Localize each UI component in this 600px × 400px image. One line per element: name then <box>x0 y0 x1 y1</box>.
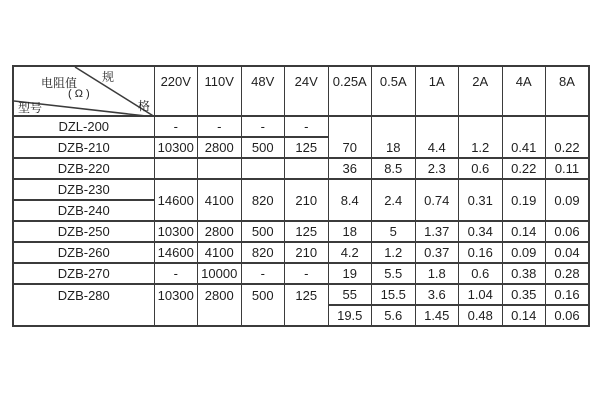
value-cell: 0.22 <box>546 116 590 158</box>
value-cell: - <box>285 263 329 284</box>
model-cell: DZB-250 <box>13 221 154 242</box>
value-cell: 8.5 <box>372 158 416 179</box>
value-cell: 210 <box>285 179 329 221</box>
value-cell: 5.5 <box>372 263 416 284</box>
value-cell: 0.14 <box>502 305 546 326</box>
value-cell: 10000 <box>198 263 242 284</box>
value-cell: 1.45 <box>415 305 459 326</box>
value-cell: - <box>285 116 329 137</box>
value-cell: 820 <box>241 242 285 263</box>
model-cell: DZB-210 <box>13 137 154 158</box>
column-header-0-25a: 0.25A <box>328 66 372 116</box>
column-header-4a: 4A <box>502 66 546 116</box>
value-cell <box>241 158 285 179</box>
column-header-48v: 48V <box>241 66 285 116</box>
value-cell: 14600 <box>154 179 198 221</box>
value-cell: 0.6 <box>459 263 503 284</box>
value-cell: 125 <box>285 221 329 242</box>
value-cell: - <box>154 263 198 284</box>
value-cell: 0.6 <box>459 158 503 179</box>
value-cell: 125 <box>285 284 329 326</box>
value-cell <box>285 158 329 179</box>
column-header-1a: 1A <box>415 66 459 116</box>
corner-model-label: 型号 <box>18 101 43 115</box>
value-cell: 18 <box>372 116 416 158</box>
value-cell <box>154 158 198 179</box>
value-cell: 4100 <box>198 179 242 221</box>
value-cell: 3.6 <box>415 284 459 305</box>
value-cell: - <box>241 263 285 284</box>
value-cell: 0.31 <box>459 179 503 221</box>
value-cell: 0.14 <box>502 221 546 242</box>
model-cell: DZB-240 <box>13 200 154 221</box>
value-cell: 2800 <box>198 137 242 158</box>
value-cell: 19 <box>328 263 372 284</box>
column-header-110v: 110V <box>198 66 242 116</box>
column-header-2a: 2A <box>459 66 503 116</box>
value-cell: 8.4 <box>328 179 372 221</box>
value-cell: 0.04 <box>546 242 590 263</box>
value-cell: 2800 <box>198 284 242 326</box>
model-cell: DZB-270 <box>13 263 154 284</box>
table-row-dzb-260 <box>13 242 589 263</box>
value-cell: 0.35 <box>502 284 546 305</box>
column-header-0-5a: 0.5A <box>372 66 416 116</box>
value-cell: 210 <box>285 242 329 263</box>
value-cell: - <box>241 116 285 137</box>
value-cell: 10300 <box>154 284 198 326</box>
value-cell: 36 <box>328 158 372 179</box>
table-row-dzb-250 <box>13 221 589 242</box>
value-cell: 500 <box>241 221 285 242</box>
value-cell <box>198 158 242 179</box>
value-cell: 0.28 <box>546 263 590 284</box>
value-cell: 2.3 <box>415 158 459 179</box>
value-cell: - <box>154 116 198 137</box>
table-row-dzb-230 <box>13 179 589 200</box>
value-cell: 15.5 <box>372 284 416 305</box>
value-cell: 10300 <box>154 221 198 242</box>
column-header-8a: 8A <box>546 66 590 116</box>
value-cell: 1.2 <box>372 242 416 263</box>
value-cell: 0.41 <box>502 116 546 158</box>
value-cell: 1.04 <box>459 284 503 305</box>
value-cell: 1.37 <box>415 221 459 242</box>
value-cell: 820 <box>241 179 285 221</box>
corner-spec-label-top: 规 <box>102 70 115 84</box>
table-row-dzb-280 <box>13 284 589 305</box>
value-cell: 0.48 <box>459 305 503 326</box>
value-cell: 10300 <box>154 137 198 158</box>
model-cell: DZB-260 <box>13 242 154 263</box>
model-cell: DZL-200 <box>13 116 154 137</box>
corner-spec-label-bottom: 格 <box>138 99 151 113</box>
model-cell: DZB-280 <box>13 284 154 326</box>
value-cell: 0.11 <box>546 158 590 179</box>
corner-resistance-unit: ( Ω ) <box>68 88 90 100</box>
value-cell: 0.16 <box>459 242 503 263</box>
value-cell: 0.37 <box>415 242 459 263</box>
value-cell: 125 <box>285 137 329 158</box>
column-header-220v: 220V <box>154 66 198 116</box>
table-row-dzb-270 <box>13 263 589 284</box>
value-cell: 70 <box>328 116 372 158</box>
value-cell: 0.38 <box>502 263 546 284</box>
value-cell: 0.09 <box>502 242 546 263</box>
value-cell: 1.8 <box>415 263 459 284</box>
value-cell: 2800 <box>198 221 242 242</box>
model-cell: DZB-230 <box>13 179 154 200</box>
value-cell: 500 <box>241 284 285 326</box>
spec-table <box>12 65 590 327</box>
value-cell: 0.06 <box>546 221 590 242</box>
table-row-dzl-200 <box>13 116 589 137</box>
value-cell: 0.09 <box>546 179 590 221</box>
header-row <box>13 66 589 116</box>
value-cell: 0.74 <box>415 179 459 221</box>
value-cell: 19.5 <box>328 305 372 326</box>
value-cell: 14600 <box>154 242 198 263</box>
value-cell: 0.22 <box>502 158 546 179</box>
model-cell: DZB-220 <box>13 158 154 179</box>
value-cell: 500 <box>241 137 285 158</box>
value-cell: 2.4 <box>372 179 416 221</box>
value-cell: 0.06 <box>546 305 590 326</box>
column-header-24v: 24V <box>285 66 329 116</box>
value-cell: 5 <box>372 221 416 242</box>
value-cell: 0.34 <box>459 221 503 242</box>
value-cell: 0.16 <box>546 284 590 305</box>
table-row-dzb-220 <box>13 158 589 179</box>
value-cell: 4.2 <box>328 242 372 263</box>
value-cell: - <box>198 116 242 137</box>
value-cell: 18 <box>328 221 372 242</box>
value-cell: 4.4 <box>415 116 459 158</box>
value-cell: 55 <box>328 284 372 305</box>
corner-resistance-label: 电阻值 <box>41 76 78 90</box>
value-cell: 5.6 <box>372 305 416 326</box>
value-cell: 1.2 <box>459 116 503 158</box>
corner-header <box>13 66 154 116</box>
value-cell: 4100 <box>198 242 242 263</box>
value-cell: 0.19 <box>502 179 546 221</box>
